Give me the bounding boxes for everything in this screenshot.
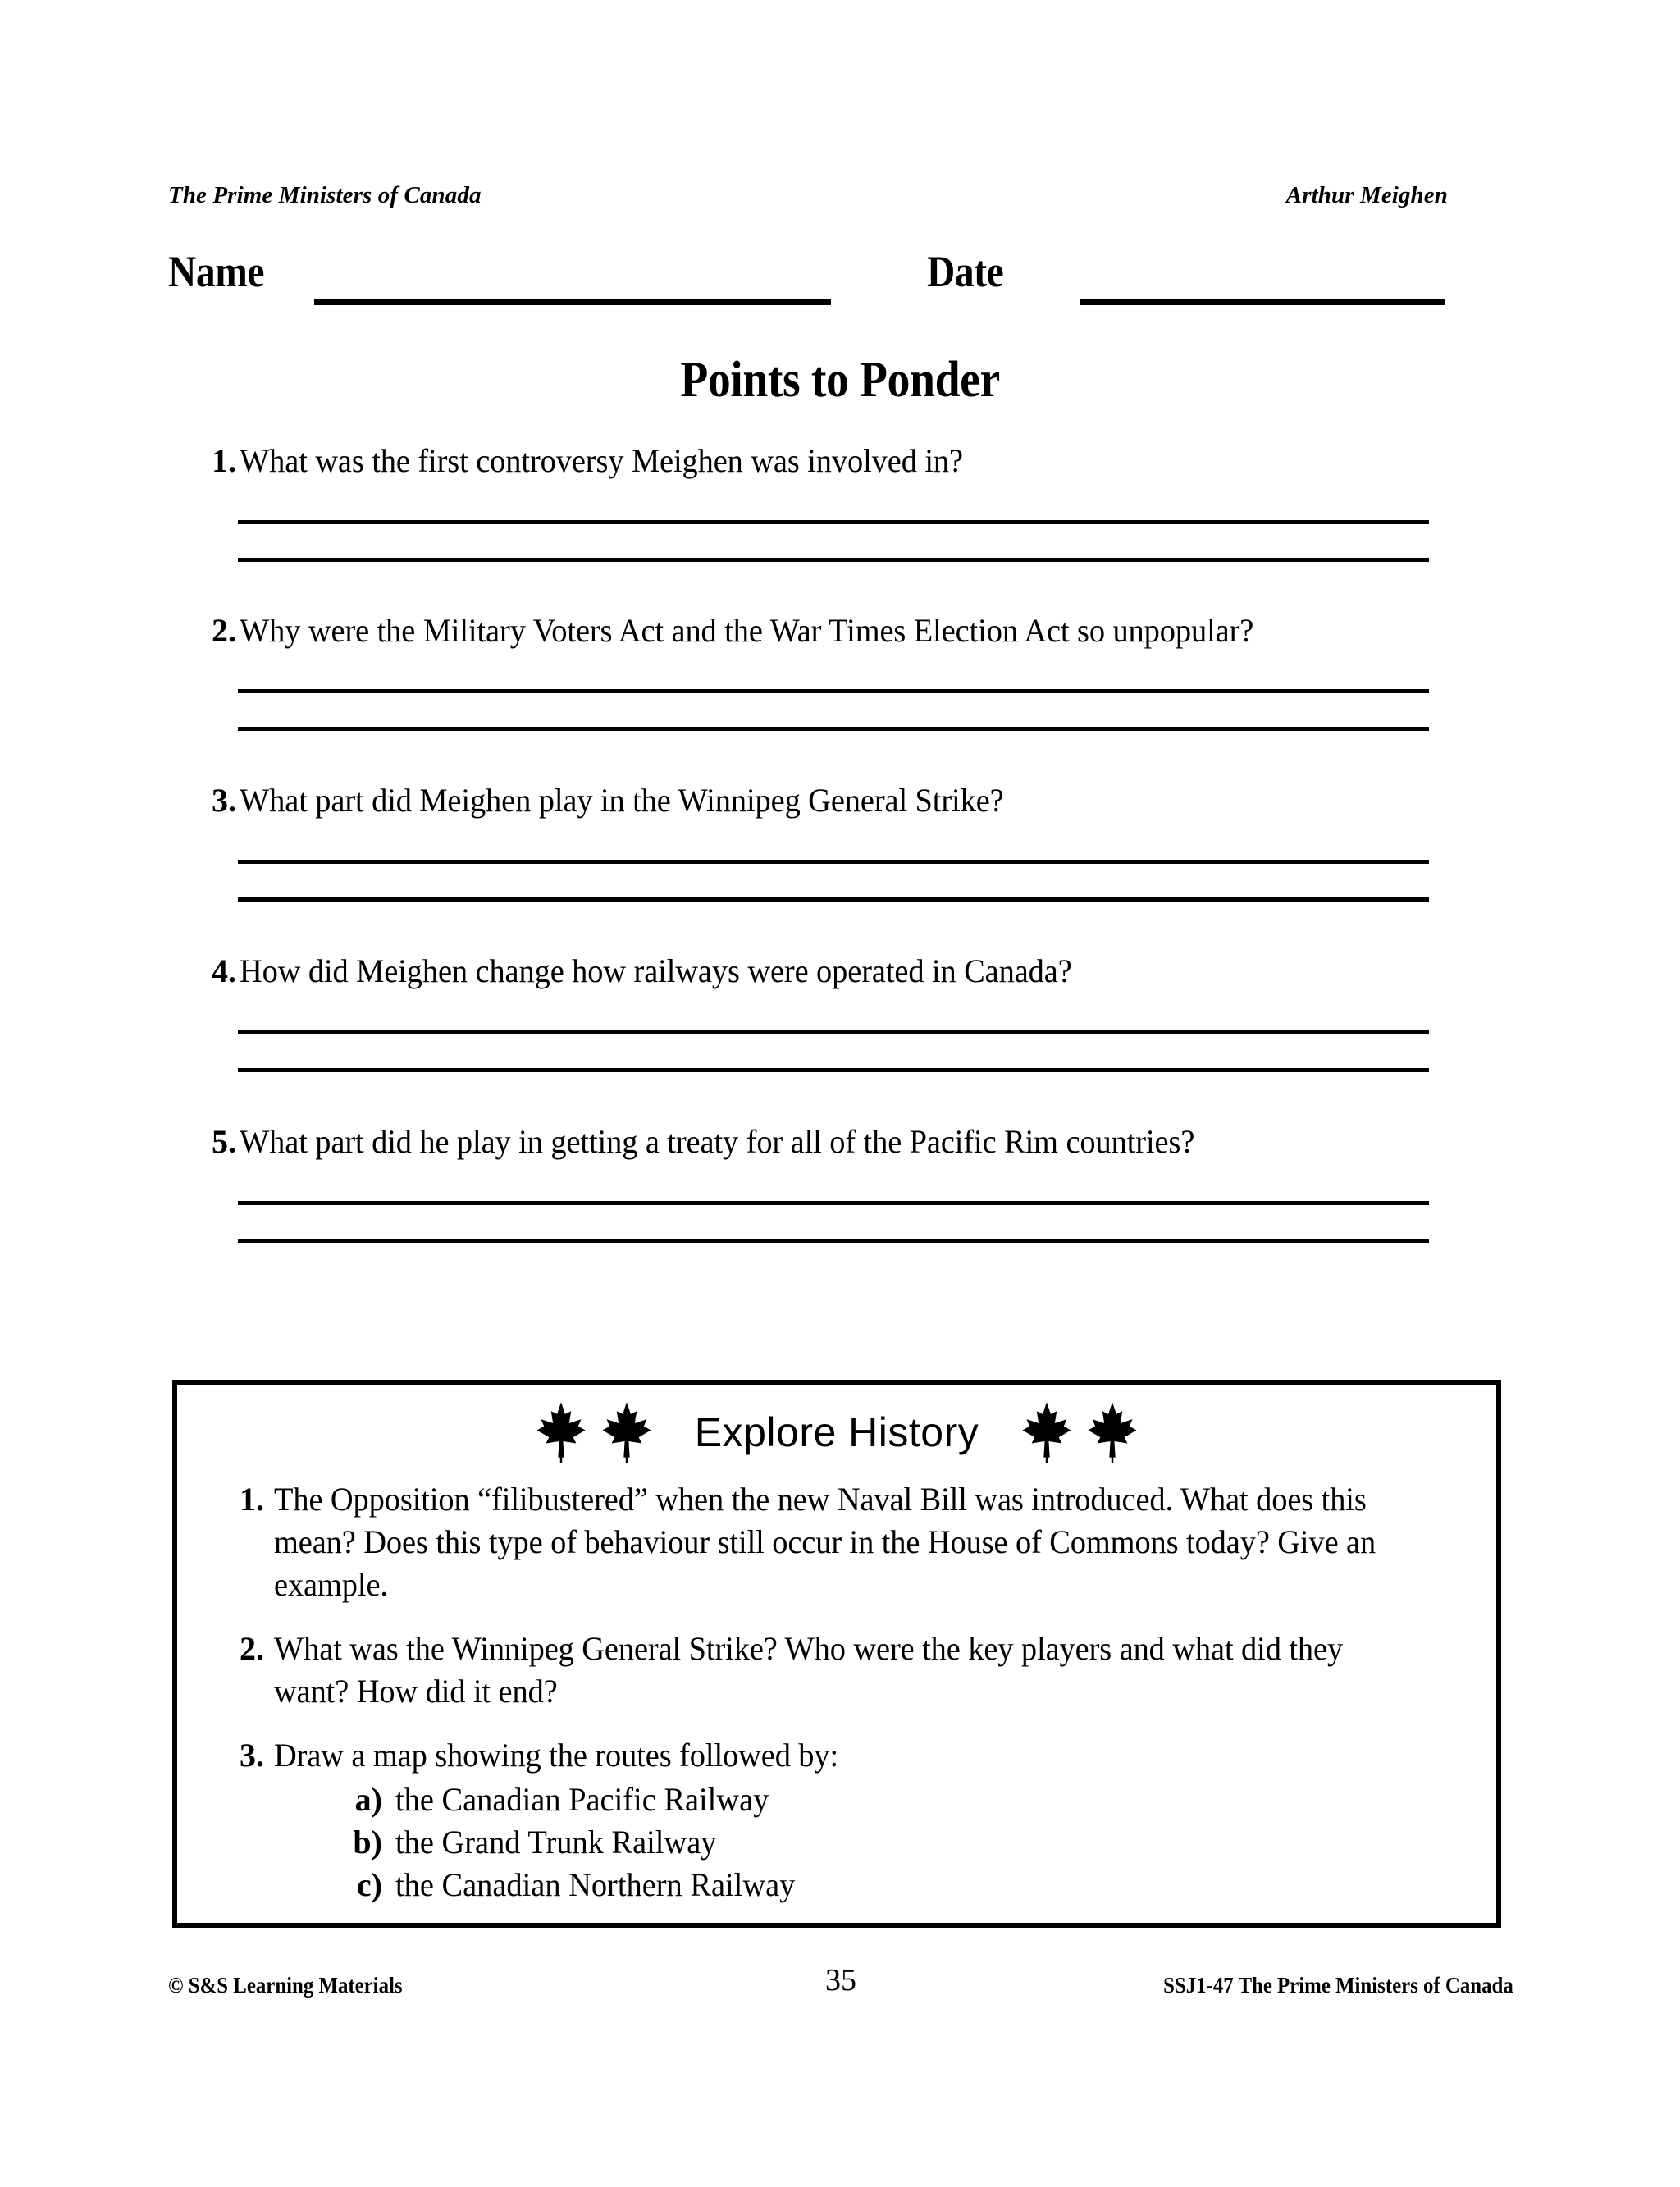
explore-history-items [177,1478,1496,1928]
explore-history-title: Explore History [694,1409,979,1455]
maple-leaf-icon [1087,1401,1138,1463]
explore-subitem-letter: c) [356,1866,382,1903]
running-head [168,182,1448,209]
explore-item-sublist [177,1778,1496,1906]
answer-line[interactable] [238,1030,1429,1034]
answer-line[interactable] [238,1239,1429,1243]
explore-item-number: 3. [240,1737,264,1774]
question-text: Why were the Military Voters Act and the War Times Election Act so unpopular? [240,612,1254,649]
explore-subitem [177,1778,1496,1821]
explore-item [177,1478,1496,1606]
name-label: Name [168,247,264,296]
explore-item [177,1628,1496,1713]
question-text: How did Meighen change how railways were operated in Canada? [240,952,1072,989]
question-number: 4. [212,952,236,989]
explore-item-text: What was the Winnipeg General Strike? Who were the key players and what did they want? How did it end? [274,1630,1344,1710]
page-footer [168,1963,1513,2002]
question-number: 3. [212,782,236,819]
question-number: 1. [212,442,236,479]
explore-subitem-text: the Grand Trunk Railway [395,1824,717,1861]
date-label: Date [927,247,1004,296]
maple-leaf-icon [601,1401,652,1463]
date-write-line[interactable] [1080,299,1445,305]
maple-leaf-icon [1021,1401,1072,1463]
explore-history-box [172,1380,1501,1928]
question-text: What part did he play in getting a treaty for all of the Pacific Rim countries? [240,1123,1195,1160]
points-to-ponder-list [0,440,1680,1243]
answer-line[interactable] [238,520,1429,524]
maple-leaf-pair-right [1021,1401,1138,1463]
explore-subitem [177,1864,1496,1906]
answer-line[interactable] [238,897,1429,902]
question-number: 5. [212,1123,236,1160]
maple-leaf-icon [536,1401,587,1463]
question-item [0,440,1680,482]
explore-subitem-text: the Canadian Pacific Railway [395,1781,769,1818]
question-number: 2. [212,612,236,649]
explore-history-header [177,1393,1496,1472]
answer-line[interactable] [238,1068,1429,1072]
question-item [0,950,1680,993]
explore-item [177,1734,1496,1906]
question-text: What was the first controversy Meighen was involved in? [240,442,963,479]
explore-item-text: The Opposition “filibustered” when the new Naval Bill was introduced. What does this mean? Does this type of behaviour still occur in the House of Commons today? Give an example. [274,1481,1376,1603]
answer-line[interactable] [238,558,1429,562]
explore-subitem-letter: b) [353,1824,382,1861]
footer-product-code: SSJ1-47 The Prime Ministers of Canada [1163,1973,1513,1998]
question-item [0,1121,1680,1163]
answer-line[interactable] [238,727,1429,731]
explore-subitem [177,1821,1496,1864]
running-head-left: The Prime Ministers of Canada [168,182,482,208]
explore-item-text: Draw a map showing the routes followed by: [274,1737,839,1774]
footer-page-number: 35 [825,1963,856,1998]
explore-subitem-letter: a) [354,1781,382,1818]
question-text: What part did Meighen play in the Winnipeg General Strike? [240,782,1004,819]
explore-item-number: 2. [240,1630,264,1667]
footer-copyright: © S&S Learning Materials [168,1973,403,1998]
explore-item-number: 1. [240,1481,264,1518]
maple-leaf-pair-left [536,1401,652,1463]
page-title: Points to Ponder [680,352,1000,408]
explore-subitem-text: the Canadian Northern Railway [395,1866,796,1903]
answer-line[interactable] [238,1201,1429,1205]
question-item [0,779,1680,822]
answer-line[interactable] [238,689,1429,693]
question-item [0,610,1680,652]
running-head-right: Arthur Meighen [1285,182,1448,208]
name-date-row [168,246,1513,305]
name-write-line[interactable] [314,299,831,305]
answer-line[interactable] [238,860,1429,864]
